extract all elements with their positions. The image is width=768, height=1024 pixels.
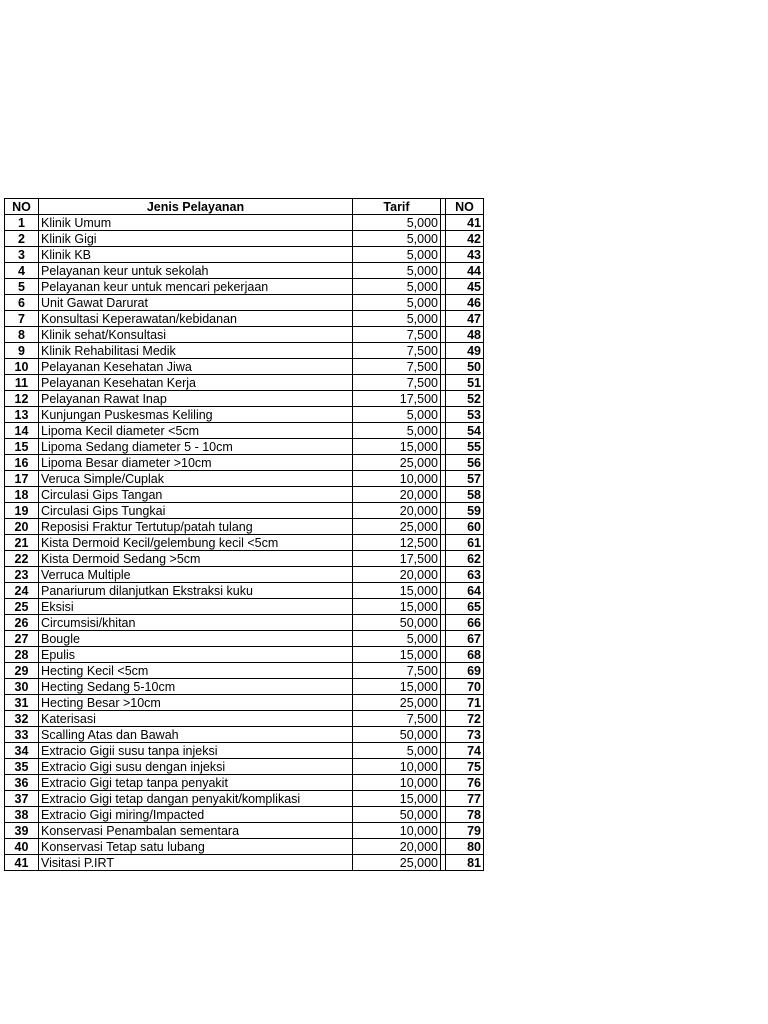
row-number: 28 (5, 647, 39, 663)
service-name: Pelayanan Rawat Inap (39, 391, 353, 407)
row-number-2: 47 (446, 311, 484, 327)
row-number-2: 74 (446, 743, 484, 759)
service-tarif: 50,000 (353, 727, 441, 743)
table-row (5, 839, 484, 855)
column-header-no: NO (5, 199, 39, 215)
service-tarif: 20,000 (353, 567, 441, 583)
service-tarif: 25,000 (353, 455, 441, 471)
row-number-2: 59 (446, 503, 484, 519)
service-tarif: 5,000 (353, 295, 441, 311)
service-tarif: 12,500 (353, 535, 441, 551)
table-row (5, 343, 484, 359)
service-tarif: 10,000 (353, 759, 441, 775)
row-number: 16 (5, 455, 39, 471)
service-name: Klinik Umum (39, 215, 353, 231)
service-tarif: 5,000 (353, 743, 441, 759)
service-tarif: 20,000 (353, 503, 441, 519)
row-number: 36 (5, 775, 39, 791)
service-name: Lipoma Kecil diameter <5cm (39, 423, 353, 439)
service-tarif: 25,000 (353, 855, 441, 871)
row-number: 29 (5, 663, 39, 679)
service-tarif: 7,500 (353, 327, 441, 343)
row-number: 8 (5, 327, 39, 343)
service-name: Konservasi Tetap satu lubang (39, 839, 353, 855)
table-row (5, 695, 484, 711)
service-tarif: 15,000 (353, 599, 441, 615)
table-row (5, 535, 484, 551)
service-name: Hecting Kecil <5cm (39, 663, 353, 679)
table-row (5, 311, 484, 327)
service-name: Extracio Gigi susu dengan injeksi (39, 759, 353, 775)
row-number-2: 69 (446, 663, 484, 679)
row-number: 18 (5, 487, 39, 503)
service-tarif: 5,000 (353, 423, 441, 439)
table-row (5, 519, 484, 535)
service-name: Extracio Gigi miring/Impacted (39, 807, 353, 823)
table-row (5, 807, 484, 823)
row-number: 13 (5, 407, 39, 423)
table-row (5, 631, 484, 647)
row-number-2: 62 (446, 551, 484, 567)
row-number-2: 67 (446, 631, 484, 647)
table-row (5, 295, 484, 311)
service-name: Pelayanan Kesehatan Kerja (39, 375, 353, 391)
row-number: 32 (5, 711, 39, 727)
service-tarif: 5,000 (353, 247, 441, 263)
service-name: Pelayanan keur untuk sekolah (39, 263, 353, 279)
row-number-2: 73 (446, 727, 484, 743)
service-name: Eksisi (39, 599, 353, 615)
service-name: Extracio Gigi tetap dangan penyakit/komplikasi (39, 791, 353, 807)
row-number-2: 58 (446, 487, 484, 503)
row-number-2: 68 (446, 647, 484, 663)
row-number: 11 (5, 375, 39, 391)
table-header-row (5, 199, 484, 215)
row-number-2: 56 (446, 455, 484, 471)
row-number-2: 44 (446, 263, 484, 279)
service-name: Kista Dermoid Kecil/gelembung kecil <5cm (39, 535, 353, 551)
service-name: Klinik Rehabilitasi Medik (39, 343, 353, 359)
row-number-2: 49 (446, 343, 484, 359)
row-number-2: 71 (446, 695, 484, 711)
service-tarif: 17,500 (353, 391, 441, 407)
table-row (5, 503, 484, 519)
row-number: 7 (5, 311, 39, 327)
service-name: Konsultasi Keperawatan/kebidanan (39, 311, 353, 327)
service-tarif: 5,000 (353, 407, 441, 423)
row-number-2: 46 (446, 295, 484, 311)
service-name: Hecting Sedang 5-10cm (39, 679, 353, 695)
table-row (5, 471, 484, 487)
table-row (5, 327, 484, 343)
service-name: Verruca Multiple (39, 567, 353, 583)
column-header-service: Jenis Pelayanan (39, 199, 353, 215)
row-number: 9 (5, 343, 39, 359)
column-header-no-2: NO (446, 199, 484, 215)
service-tarif: 17,500 (353, 551, 441, 567)
service-tarif: 10,000 (353, 775, 441, 791)
row-number-2: 80 (446, 839, 484, 855)
row-number: 3 (5, 247, 39, 263)
table-row (5, 823, 484, 839)
row-number-2: 70 (446, 679, 484, 695)
service-tarif: 50,000 (353, 615, 441, 631)
service-tarif: 7,500 (353, 375, 441, 391)
service-name: Lipoma Sedang diameter 5 - 10cm (39, 439, 353, 455)
table-row (5, 279, 484, 295)
service-name: Circumsisi/khitan (39, 615, 353, 631)
table-row (5, 647, 484, 663)
table-row (5, 551, 484, 567)
service-tarif: 15,000 (353, 439, 441, 455)
table-row (5, 247, 484, 263)
row-number-2: 42 (446, 231, 484, 247)
row-number: 38 (5, 807, 39, 823)
table-row (5, 455, 484, 471)
service-tarif: 25,000 (353, 519, 441, 535)
row-number: 35 (5, 759, 39, 775)
row-number-2: 50 (446, 359, 484, 375)
table-row (5, 855, 484, 871)
row-number: 25 (5, 599, 39, 615)
row-number: 41 (5, 855, 39, 871)
service-tarif: 7,500 (353, 343, 441, 359)
row-number: 1 (5, 215, 39, 231)
service-name: Kista Dermoid Sedang >5cm (39, 551, 353, 567)
service-tarif: 25,000 (353, 695, 441, 711)
table-row (5, 359, 484, 375)
row-number-2: 76 (446, 775, 484, 791)
table-row (5, 263, 484, 279)
table-row (5, 439, 484, 455)
service-tarif: 10,000 (353, 823, 441, 839)
row-number: 40 (5, 839, 39, 855)
row-number: 23 (5, 567, 39, 583)
row-number: 27 (5, 631, 39, 647)
row-number: 30 (5, 679, 39, 695)
row-number: 4 (5, 263, 39, 279)
row-number: 5 (5, 279, 39, 295)
table-row (5, 583, 484, 599)
service-tarif: 5,000 (353, 231, 441, 247)
row-number-2: 77 (446, 791, 484, 807)
row-number: 26 (5, 615, 39, 631)
row-number-2: 61 (446, 535, 484, 551)
row-number-2: 75 (446, 759, 484, 775)
row-number: 15 (5, 439, 39, 455)
row-number-2: 81 (446, 855, 484, 871)
service-name: Klinik KB (39, 247, 353, 263)
table-row (5, 679, 484, 695)
table-row (5, 423, 484, 439)
row-number-2: 64 (446, 583, 484, 599)
row-number: 2 (5, 231, 39, 247)
table-row (5, 407, 484, 423)
service-tarif: 7,500 (353, 711, 441, 727)
service-name: Extracio Gigi tetap tanpa penyakit (39, 775, 353, 791)
service-tarif: 5,000 (353, 215, 441, 231)
service-name: Unit Gawat Darurat (39, 295, 353, 311)
row-number-2: 51 (446, 375, 484, 391)
service-name: Panariurum dilanjutkan Ekstraksi kuku (39, 583, 353, 599)
service-name: Katerisasi (39, 711, 353, 727)
table-row (5, 599, 484, 615)
row-number: 14 (5, 423, 39, 439)
service-tarif: 7,500 (353, 359, 441, 375)
service-name: Pelayanan keur untuk mencari pekerjaan (39, 279, 353, 295)
service-tarif: 5,000 (353, 631, 441, 647)
service-tarif: 20,000 (353, 487, 441, 503)
service-tarif: 50,000 (353, 807, 441, 823)
row-number: 37 (5, 791, 39, 807)
row-number-2: 55 (446, 439, 484, 455)
row-number-2: 45 (446, 279, 484, 295)
service-name: Pelayanan Kesehatan Jiwa (39, 359, 353, 375)
row-number: 10 (5, 359, 39, 375)
row-number: 34 (5, 743, 39, 759)
row-number-2: 48 (446, 327, 484, 343)
row-number: 6 (5, 295, 39, 311)
service-tarif: 7,500 (353, 663, 441, 679)
service-name: Klinik sehat/Konsultasi (39, 327, 353, 343)
row-number-2: 65 (446, 599, 484, 615)
row-number-2: 79 (446, 823, 484, 839)
service-name: Hecting Besar >10cm (39, 695, 353, 711)
service-name: Konservasi Penambalan sementara (39, 823, 353, 839)
service-tarif: 5,000 (353, 279, 441, 295)
row-number: 39 (5, 823, 39, 839)
table-row (5, 743, 484, 759)
table-row (5, 487, 484, 503)
service-name: Bougle (39, 631, 353, 647)
table-row (5, 375, 484, 391)
table-row (5, 727, 484, 743)
row-number-2: 57 (446, 471, 484, 487)
service-name: Klinik Gigi (39, 231, 353, 247)
service-tarif: 20,000 (353, 839, 441, 855)
service-name: Veruca Simple/Cuplak (39, 471, 353, 487)
row-number: 17 (5, 471, 39, 487)
table-row (5, 775, 484, 791)
row-number: 12 (5, 391, 39, 407)
service-name: Circulasi Gips Tangan (39, 487, 353, 503)
row-number: 19 (5, 503, 39, 519)
service-name: Visitasi P.IRT (39, 855, 353, 871)
row-number-2: 66 (446, 615, 484, 631)
table-row (5, 615, 484, 631)
table-row (5, 215, 484, 231)
table-row (5, 663, 484, 679)
service-name: Kunjungan Puskesmas Keliling (39, 407, 353, 423)
row-number: 31 (5, 695, 39, 711)
service-name: Scalling Atas dan Bawah (39, 727, 353, 743)
row-number: 24 (5, 583, 39, 599)
row-number: 20 (5, 519, 39, 535)
table-row (5, 567, 484, 583)
service-tarif: 15,000 (353, 679, 441, 695)
service-name: Extracio Gigii susu tanpa injeksi (39, 743, 353, 759)
service-tarif: 10,000 (353, 471, 441, 487)
tariff-table (4, 198, 484, 871)
table-row (5, 231, 484, 247)
row-number-2: 52 (446, 391, 484, 407)
service-name: Lipoma Besar diameter >10cm (39, 455, 353, 471)
row-number-2: 41 (446, 215, 484, 231)
row-number: 22 (5, 551, 39, 567)
service-name: Epulis (39, 647, 353, 663)
service-tarif: 15,000 (353, 647, 441, 663)
row-number-2: 60 (446, 519, 484, 535)
row-number: 33 (5, 727, 39, 743)
row-number-2: 78 (446, 807, 484, 823)
column-header-tarif: Tarif (353, 199, 441, 215)
row-number-2: 54 (446, 423, 484, 439)
service-tarif: 5,000 (353, 263, 441, 279)
table-body (5, 215, 484, 871)
row-number: 21 (5, 535, 39, 551)
table-row (5, 759, 484, 775)
service-name: Circulasi Gips Tungkai (39, 503, 353, 519)
row-number-2: 53 (446, 407, 484, 423)
row-number-2: 72 (446, 711, 484, 727)
service-tarif: 15,000 (353, 583, 441, 599)
service-tarif: 15,000 (353, 791, 441, 807)
service-name: Reposisi Fraktur Tertutup/patah tulang (39, 519, 353, 535)
table-row (5, 711, 484, 727)
row-number-2: 43 (446, 247, 484, 263)
table-row (5, 791, 484, 807)
row-number-2: 63 (446, 567, 484, 583)
table-row (5, 391, 484, 407)
service-tarif: 5,000 (353, 311, 441, 327)
